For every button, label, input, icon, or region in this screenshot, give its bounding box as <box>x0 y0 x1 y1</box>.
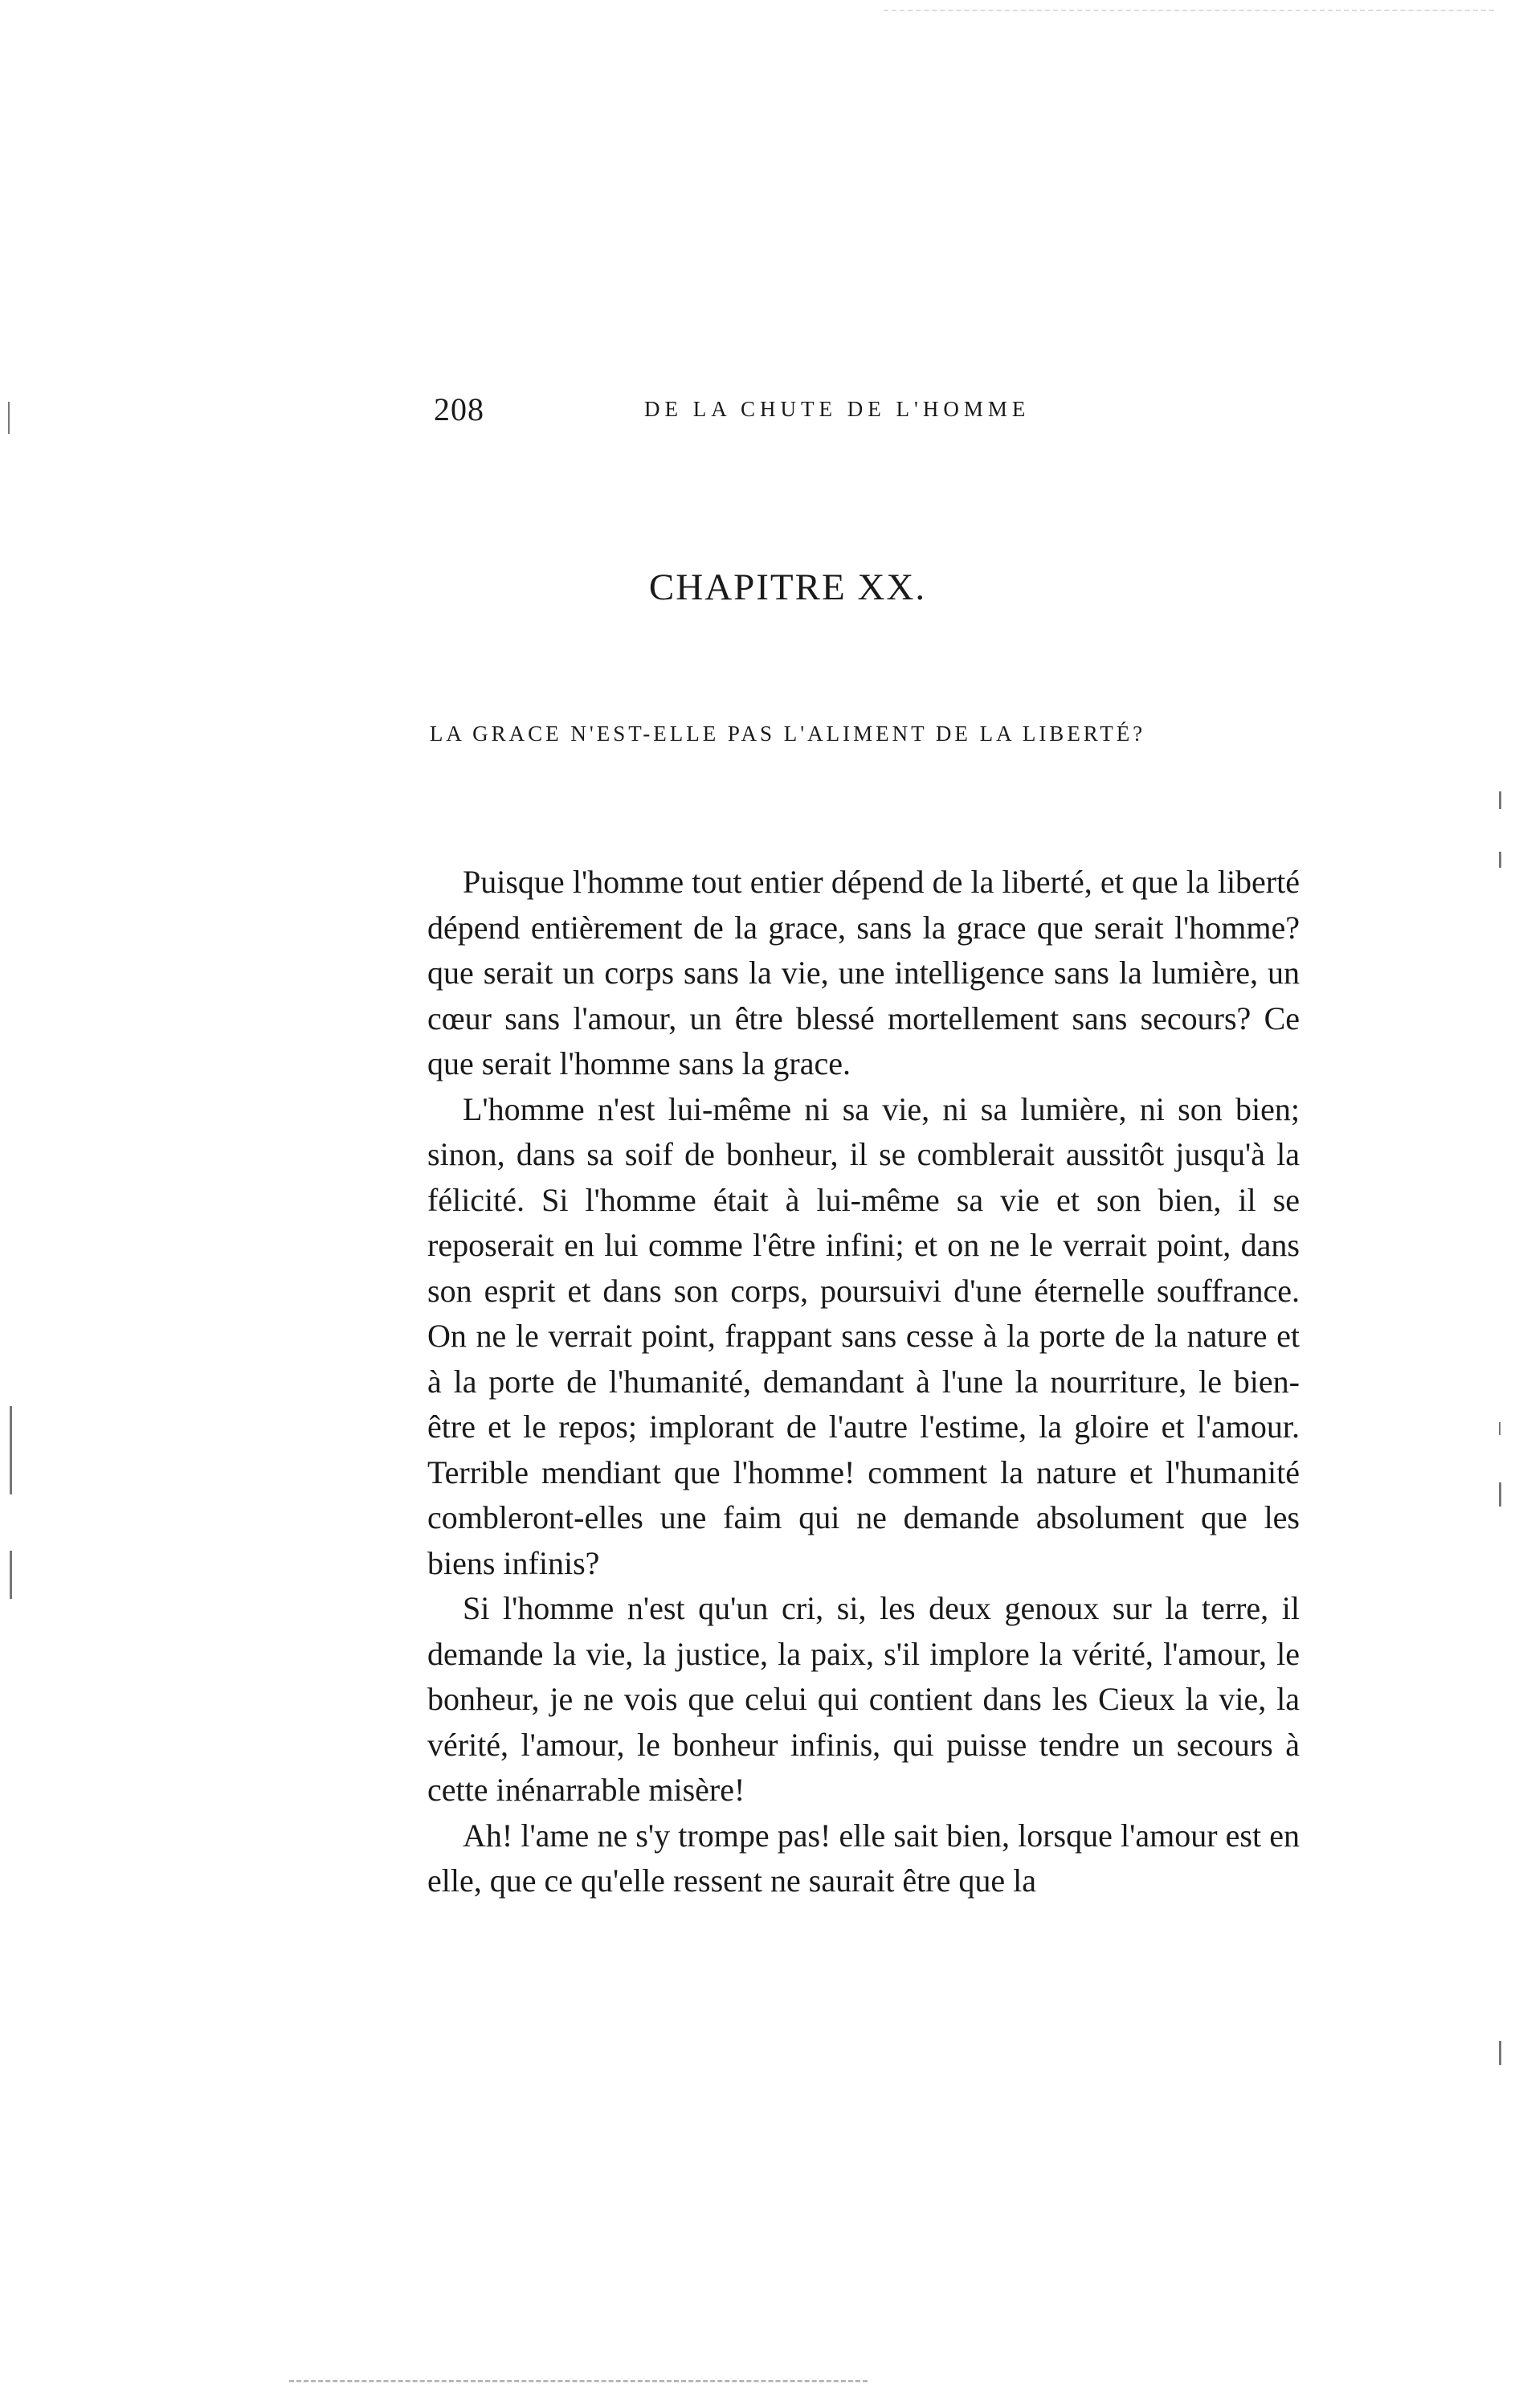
chapter-subtitle: LA GRACE N'EST-ELLE PAS L'ALIMENT DE LA LIBERTÉ? <box>429 722 1146 746</box>
scan-speck <box>10 1551 12 1599</box>
scan-edge-marks <box>289 2380 868 2382</box>
scan-speck <box>1499 1482 1501 1507</box>
scan-edge-marks <box>884 10 1494 11</box>
running-title: DE LA CHUTE DE L'HOMME <box>644 397 1031 421</box>
paragraph: Ah! l'ame ne s'y trompe pas! elle sait bien, lorsque l'amour est en elle, que ce qu'elle ressent ne saurait être que la <box>427 1817 1300 1899</box>
running-head <box>434 390 1317 431</box>
page-number: 208 <box>434 391 484 427</box>
body-text <box>427 860 1300 1904</box>
scan-speck <box>1499 852 1501 868</box>
chapter-title: CHAPITRE XX. <box>648 566 927 608</box>
scan-speck <box>1499 2041 1501 2065</box>
scan-speck <box>8 402 10 434</box>
scan-speck <box>1499 1422 1501 1435</box>
scan-speck <box>1499 791 1501 809</box>
paragraph: Si l'homme n'est qu'un cri, si, les deux genoux sur la terre, il demande la vie, la justice, la paix, s'il implore la vérité, l'amour, le bonheur, je ne vois que celui qui contient dans les Cieux la vie, la vérité, l'amour, le bonheur infinis, qui puisse tendre un secours à cette inénarrable misère! <box>427 1590 1300 1808</box>
scan-speck <box>10 1406 12 1494</box>
paragraph: Puisque l'homme tout entier dépend de la liberté, et que la liberté dépend entièrement de la grace, sans la grace que serait l'homme? que serait un corps sans la vie, une intelligence sans la lumière, un cœur sans l'amour, un être blessé mortellement sans secours? Ce que serait l'homme sans la grace. <box>427 864 1300 1081</box>
paragraph: L'homme n'est lui-même ni sa vie, ni sa lumière, ni son bien; sinon, dans sa soif de bonheur, il se comblerait aussitôt jusqu'à la félicité. Si l'homme était à lui-même sa vie et son bien, il se reposerait en lui comme l'être infini; et on ne le verrait point, dans son esprit et dans son corps, poursuivi d'une éternelle souffrance. On ne le verrait point, frappant sans cesse à la porte de la nature et à la porte de l'humanité, demandant à l'une la nourriture, le bien-être et le repos; implorant de l'autre l'estime, la gloire et l'amour. Terrible mendiant que l'homme! comment la nature et l'humanité combleront-elles une faim qui ne demande absolument que les biens infinis? <box>427 1090 1300 1581</box>
